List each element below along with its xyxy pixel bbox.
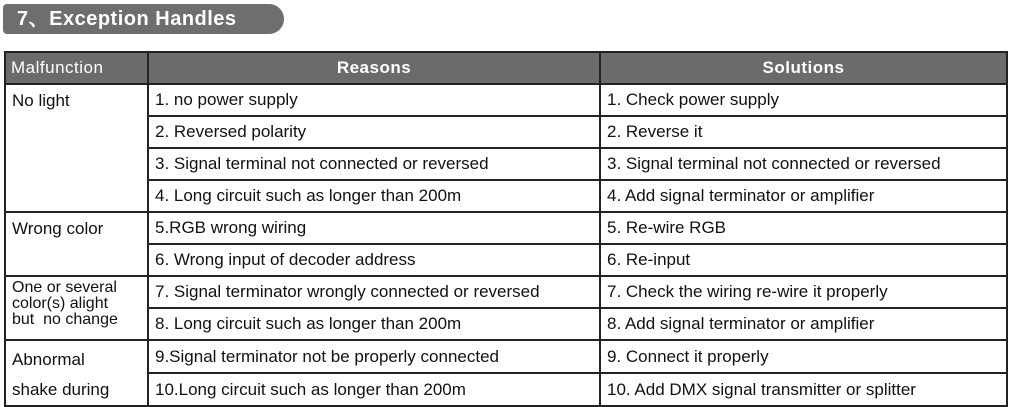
malfunction-text: shake during: [12, 380, 110, 399]
solution-cell: 7. Check the wiring re-wire it properly: [600, 276, 1007, 308]
malfunction-text: Abnormal: [12, 350, 85, 369]
reason-cell: 10.Long circuit such as longer than 200m: [148, 373, 600, 406]
table-header-row: [5, 52, 1007, 84]
reason-cell: 7. Signal terminator wrongly connected or reversed: [148, 276, 600, 308]
reason-cell: 6. Wrong input of decoder address: [148, 244, 600, 276]
table-row: [5, 276, 1007, 308]
header-reasons: Reasons: [148, 52, 600, 84]
section-title: 7、Exception Handles: [3, 4, 284, 34]
reason-cell: 8. Long circuit such as longer than 200m: [148, 308, 600, 340]
reason-cell: 2. Reversed polarity: [148, 116, 600, 148]
reason-cell: 4. Long circuit such as longer than 200m: [148, 180, 600, 212]
solution-cell: 8. Add signal terminator or amplifier: [600, 308, 1007, 340]
malfunction-cell: [5, 340, 148, 406]
reason-cell: 9.Signal terminator not be properly connected: [148, 340, 600, 373]
table-row: [5, 148, 1007, 180]
solution-cell: 10. Add DMX signal transmitter or splitter: [600, 373, 1007, 406]
malfunction-cell: [5, 84, 148, 212]
header-malfunction: Malfunction: [5, 52, 148, 84]
malfunction-text: One or several: [12, 279, 117, 296]
reason-cell: 3. Signal terminal not connected or reversed: [148, 148, 600, 180]
table-row: [5, 212, 1007, 244]
table-row: [5, 308, 1007, 340]
header-solutions: Solutions: [600, 52, 1007, 84]
malfunction-text: but no change: [12, 311, 118, 328]
solution-cell: 1. Check power supply: [600, 84, 1007, 116]
solution-cell: 3. Signal terminal not connected or reversed: [600, 148, 1007, 180]
table-row: [5, 180, 1007, 212]
malfunction-text: color(s) alight: [12, 295, 109, 312]
table-row: [5, 84, 1007, 116]
reason-cell: 5.RGB wrong wiring: [148, 212, 600, 244]
reason-cell: 1. no power supply: [148, 84, 600, 116]
solution-cell: 6. Re-input: [600, 244, 1007, 276]
table-row: [5, 340, 1007, 373]
table-row: [5, 116, 1007, 148]
solution-cell: 4. Add signal terminator or amplifier: [600, 180, 1007, 212]
malfunction-text: No light: [12, 91, 70, 110]
malfunction-cell: [5, 212, 148, 276]
malfunction-text: Wrong color: [12, 219, 104, 238]
solution-cell: 2. Reverse it: [600, 116, 1007, 148]
table-row: [5, 244, 1007, 276]
exception-table: [4, 51, 1008, 407]
table-row: [5, 373, 1007, 406]
solution-cell: 9. Connect it properly: [600, 340, 1007, 373]
malfunction-cell: [5, 276, 148, 340]
solution-cell: 5. Re-wire RGB: [600, 212, 1007, 244]
